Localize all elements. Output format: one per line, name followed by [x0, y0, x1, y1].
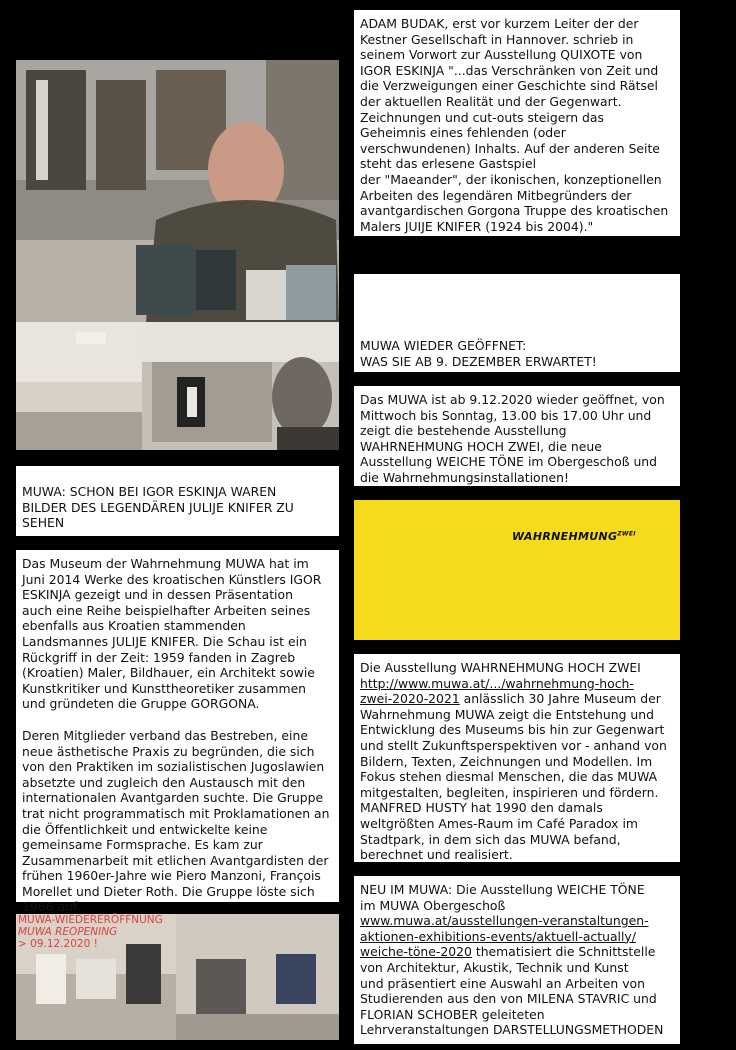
article-line: absetzte und zugleich den Austausch mit den	[22, 774, 306, 790]
new-line: FLORIAN SCHOBER geleiteten	[360, 1006, 545, 1022]
article-line: Juni 2014 Werke des kroatischen Künstlers IGOR	[22, 571, 322, 587]
intro-line: Geheimnis eines fehlenden (oder	[360, 125, 566, 141]
knifer-portrait-illustration	[142, 322, 339, 450]
reopen-heading-line1: MUWA WIEDER GEÖFFNET:	[360, 338, 527, 353]
intro-line: verschwundenen) Inhalts. Auf der anderen Seite	[360, 140, 660, 156]
article-line: ESKINJA gezeigt und in dessen Präsentation	[22, 587, 293, 603]
reopen-line: Mittwoch bis Sonntag, 13.00 bis 17.00 Uhr und	[360, 407, 652, 423]
reopen-line: Das MUWA ist ab 9.12.2020 wieder geöffnet, von	[360, 392, 665, 407]
intro-quote-block	[354, 10, 680, 236]
intro-line: steht das erlesene Gastspiel	[360, 156, 537, 172]
new-line: thematisiert die Schnittstelle	[471, 944, 656, 960]
article-line: ebenfalls aus Kroatien stammenden	[22, 618, 246, 634]
intro-line: avantgardischen Gorgona Truppe des kroatischen	[360, 203, 669, 219]
exhibition-line: MANFRED HUSTY hat 1990 den damals	[360, 800, 603, 816]
exhibition-line: und stellt Zukunftsperspektiven vor - anhand von	[360, 737, 667, 753]
exhibition-text-block	[354, 654, 680, 862]
intro-line: der aktuellen Realität und der Gegenwart.	[360, 93, 622, 109]
knifer-portrait-photo	[142, 322, 339, 450]
exhibition-line: weltgrößten Ames-Raum im Café Paradox im	[360, 815, 638, 831]
exhibition-line: Wahrnehmung MUWA zeigt die Entstehung und	[360, 706, 654, 722]
new-line: Studierenden aus den von MILENA STAVRIC und	[360, 991, 657, 1007]
article-line: und gründeten die Gruppe GORGONA.	[22, 696, 260, 712]
intro-line: IGOR ESKINJA "...das Verschränken von Zeit und	[360, 62, 659, 78]
exhibition-line: berechnet und realisiert.	[360, 847, 513, 863]
left-heading-line: MUWA: SCHON BEI IGOR ESKINJA WAREN	[22, 484, 277, 499]
exhibition-line: anlässlich 30 Jahre Museum der	[459, 691, 661, 707]
article-line: (Kroatien) Maler, Bildhauer, ein Architekt sowie	[22, 665, 315, 681]
banner-title: WAHRNEHMUNG	[512, 530, 618, 543]
intro-line: Zeichnungen und cut-outs steigern das	[360, 109, 604, 125]
intro-line: der "Maeander", der ikonischen, konzeptionellen	[360, 171, 662, 187]
article-line: 1966 auf.	[22, 899, 81, 915]
caption-line2: MUWA REOPENING	[18, 926, 118, 938]
article-line: Zusammenarbeit mit etlichen Avantgardisten der	[22, 852, 329, 868]
intro-line: seinem Vorwort zur Ausstellung QUIXOTE von	[360, 47, 643, 63]
exhibition-line: Fokus stehen diesmal Menschen, die das MUWA	[360, 769, 658, 785]
left-article	[16, 550, 339, 915]
reopening-caption	[18, 914, 163, 950]
exhibition-line: mitgestalten, begleiten, inspirieren und fördern.	[360, 784, 659, 800]
new-line: Lehrveranstaltungen DARSTELLUNGSMETHODEN	[360, 1022, 664, 1038]
new-exhibition-block	[354, 876, 680, 1044]
left-heading	[16, 466, 339, 536]
gallery-room-illustration	[16, 322, 142, 450]
article-line: Landsmannes JULIJE KNIFER. Die Schau ist ein	[22, 633, 307, 649]
left-heading-line: BILDER DES LEGENDÄREN JULIJE KNIFER ZU	[22, 499, 294, 515]
intro-line: die Verzweigungen einer Geschichte sind Rätsel	[360, 78, 658, 94]
new-line: im MUWA Obergeschoß	[360, 897, 506, 913]
reopen-heading	[354, 274, 680, 372]
intro-line: Kestner Gesellschaft in Hannover. schrieb in	[360, 31, 634, 47]
article-line: die Öffentlichkeit und entwickelte keine	[22, 821, 268, 837]
reopen-text-block	[354, 386, 680, 486]
exhibition-line: Die Ausstellung WAHRNEHMUNG HOCH ZWEI	[360, 660, 641, 675]
artist-studio-photo	[16, 60, 339, 322]
new-line: NEU IM MUWA: Die Ausstellung WEICHE TÖNE	[360, 882, 645, 897]
reopening-photo-right	[176, 914, 339, 1040]
article-line: frühen 1960er-Jahre wie Piero Manzoni, François	[22, 868, 321, 884]
exhibition-line: Bildern, Texten, Zeichnungen und Modellen. Im	[360, 753, 653, 769]
new-exhibition-link[interactable]: aktionen-exhibitions-events/aktuell-actually/	[360, 928, 636, 944]
article-line: trat nicht programmatisch mit Proklamationen an	[22, 805, 330, 821]
article-line: Deren Mitglieder verband das Bestreben, eine	[22, 727, 308, 743]
reopening-gallery-illustration	[176, 914, 339, 1040]
reopen-line: zeigt die bestehende Ausstellung	[360, 423, 567, 439]
reopen-heading-line2: WAS SIE AB 9. DEZEMBER ERWARTET!	[360, 353, 597, 369]
exhibition-link-cont[interactable]: zwei-2020-2021	[360, 691, 460, 707]
article-line: neue ästhetische Praxis zu begründen, die sich	[22, 743, 315, 759]
exhibition-line: Stadtpark, in dem sich das MUWA befand,	[360, 831, 621, 847]
article-line: Kunstkritiker und Kunsttheoretiker zusammen	[22, 680, 307, 696]
intro-line: ADAM BUDAK, erst vor kurzem Leiter der der	[360, 16, 639, 31]
exhibition-line: Entwicklung des Museums bis hin zur Gegenwart	[360, 722, 665, 738]
banner-sup: ZWEI	[617, 530, 636, 538]
wahrnehmung-banner	[354, 500, 680, 640]
new-line: und präsentiert eine Auswahl an Arbeiten von	[360, 975, 645, 991]
caption-line3: > 09.12.2020 !	[18, 938, 98, 950]
new-exhibition-link[interactable]: www.muwa.at/ausstellungen-veranstaltungen-	[360, 913, 649, 929]
reopen-line: die Wahrnehmungsinstallationen!	[360, 469, 569, 485]
article-line: Morellet und Dieter Roth. Die Gruppe löste sich	[22, 883, 315, 899]
article-line: internationalen Avantgarden suchte. Die Gruppe	[22, 790, 324, 806]
exhibition-link[interactable]: http://www.muwa.at/.../wahrnehmung-hoch-	[360, 675, 634, 691]
article-line: auch eine Reihe beispielhafter Arbeiten seines	[22, 602, 311, 618]
reopen-line: WAHRNEHMUNG HOCH ZWEI, die neue	[360, 438, 602, 454]
gallery-room-photo	[16, 322, 142, 450]
caption-line1: MUWA-WIEDERERÖFFNUNG	[18, 914, 163, 926]
intro-line: Malers JUIJE KNIFER (1924 bis 2004)."	[360, 218, 594, 234]
reopen-line: Ausstellung WEICHE TÖNE im Obergeschoß und	[360, 454, 658, 470]
intro-line: Arbeiten des legendären Mitbegründers der	[360, 187, 632, 203]
left-heading-line: SEHEN	[22, 515, 65, 531]
article-line: Das Museum der Wahrnehmung MUWA hat im	[22, 556, 309, 571]
article-line: gemeinsame Formsprache. Es kam zur	[22, 837, 263, 853]
artist-studio-illustration	[16, 60, 339, 322]
article-line: Rückgriff in der Zeit: 1959 fanden in Zagreb	[22, 649, 296, 665]
new-exhibition-link[interactable]: weiche-töne-2020	[360, 944, 472, 960]
new-line: von Architektur, Akustik, Technik und Kunst	[360, 959, 629, 975]
article-line: von den Praktiken im sozialistischen Jugoslawien	[22, 759, 325, 775]
